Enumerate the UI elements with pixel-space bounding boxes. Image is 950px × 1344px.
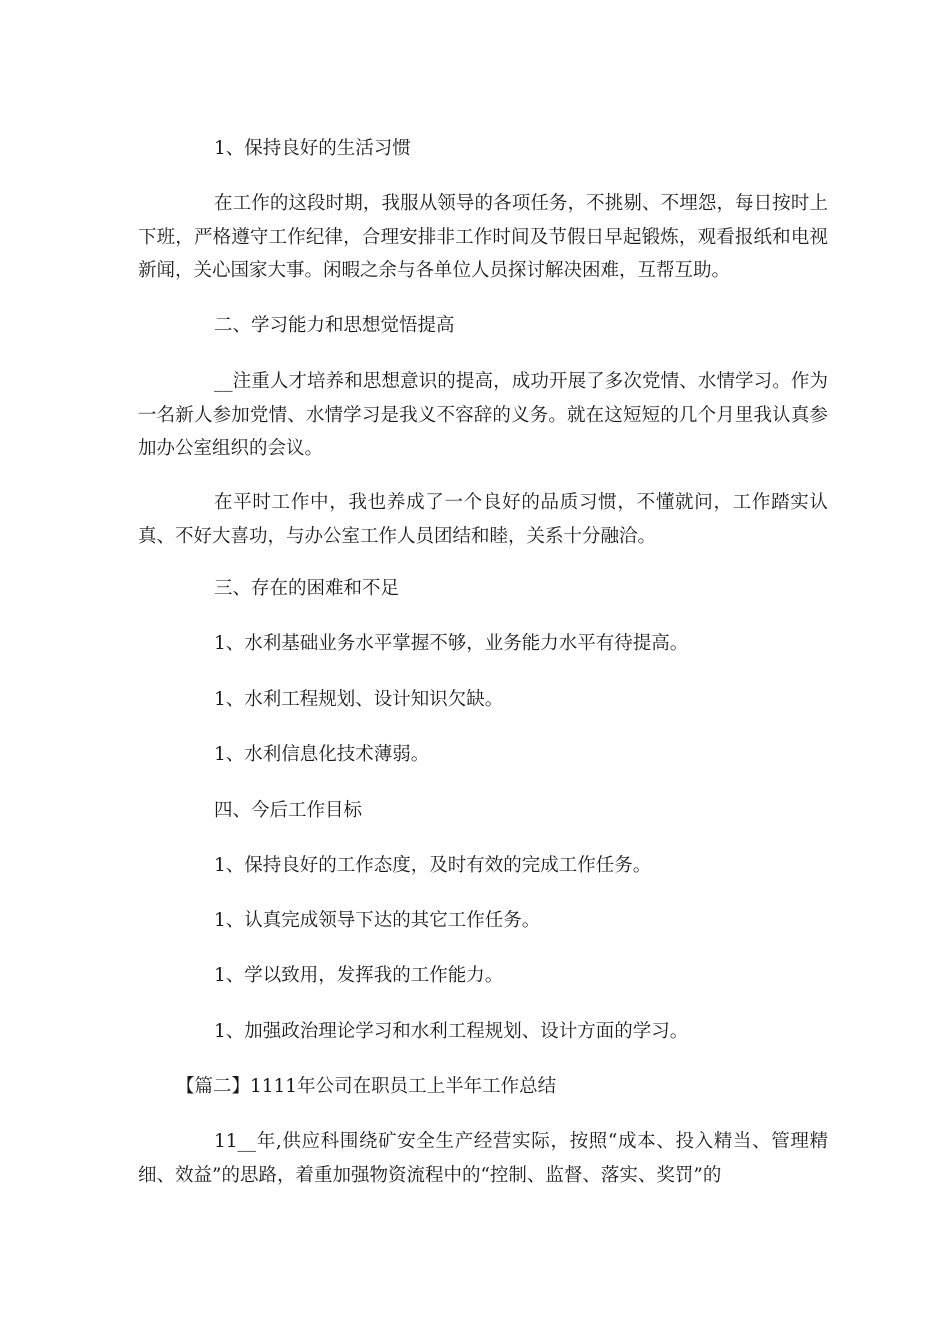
paragraph-talent-training: __注重人才培养和思想意识的提高，成功开展了多次党情、水情学习。作为一名新人参加党情、水情学习是我义不容辞的义务。就在这短短的几个月里我认真参加办公室组织的会议。	[138, 371, 828, 459]
list-item-other-tasks: 1、认真完成领导下达的其它工作任务。	[214, 910, 541, 931]
list-item-apply-learning: 1、学以致用，发挥我的工作能力。	[214, 965, 504, 986]
section-heading-goals: 四、今后工作目标	[214, 800, 363, 821]
section-heading-learning: 二、学习能力和思想觉悟提高	[214, 315, 455, 336]
paragraph-daily-work: 在平时工作中，我也养成了一个良好的品质习惯，不懂就问，工作踏实认真、不好大喜功，与办公室工作人员团结和睦，关系十分融洽。	[138, 492, 828, 547]
paragraph-supply-department: 11__年,供应科围绕矿安全生产经营实际，按照“成本、投入精当、管理精细、效益”的思路，着重加强物资流程中的“控制、监督、落实、奖罚”的	[138, 1131, 828, 1186]
list-item-it-weak: 1、水利信息化技术薄弱。	[214, 744, 430, 765]
section-heading-difficulties: 三、存在的困难和不足	[214, 578, 400, 599]
list-item-strengthen-study: 1、加强政治理论学习和水利工程规划、设计方面的学习。	[214, 1021, 689, 1042]
article-title-part-two: 【篇二】1111年公司在职员工上半年工作总结	[176, 1076, 557, 1097]
list-item-good-habits: 1、保持良好的生活习惯	[214, 138, 411, 159]
list-item-planning-knowledge: 1、水利工程规划、设计知识欠缺。	[214, 689, 504, 710]
paragraph-work-period: 在工作的这段时期，我服从领导的各项任务，不挑剔、不埋怨，每日按时上下班，严格遵守工作纪律，合理安排非工作时间及节假日早起锻炼，观看报纸和电视新闻，关心国家大事。闲暇之余与各单位人员探讨解决困难，互帮互助。	[138, 193, 828, 281]
list-item-attitude: 1、保持良好的工作态度，及时有效的完成工作任务。	[214, 855, 652, 876]
list-item-basic-skills: 1、水利基础业务水平掌握不够，业务能力水平有待提高。	[214, 633, 689, 654]
